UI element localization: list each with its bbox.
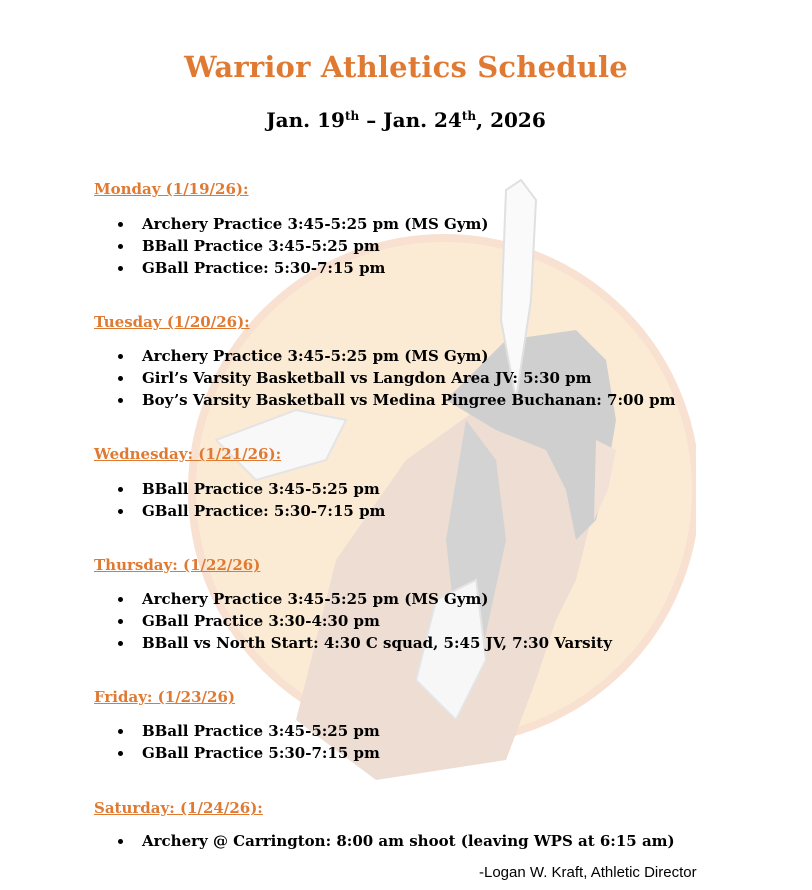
bullet-icon	[118, 487, 123, 492]
date-end: – Jan. 24	[359, 108, 462, 132]
date-start-suffix: th	[344, 109, 360, 123]
events-tuesday	[94, 345, 675, 411]
event-text: BBall Practice 3:45-5:25 pm	[142, 722, 380, 740]
bullet-icon	[118, 244, 123, 249]
day-heading-monday: Monday (1/19/26):	[94, 180, 249, 198]
bullet-icon	[118, 398, 123, 403]
list-item	[94, 742, 380, 764]
event-text: GBall Practice: 5:30-7:15 pm	[142, 259, 386, 277]
events-wednesday	[94, 478, 385, 522]
list-item	[94, 610, 612, 632]
event-text: BBall Practice 3:45-5:25 pm	[142, 480, 380, 498]
event-text: GBall Practice 5:30-7:15 pm	[142, 744, 380, 762]
list-item	[94, 257, 489, 279]
list-item	[94, 345, 675, 367]
list-item	[94, 213, 489, 235]
day-heading-saturday: Saturday: (1/24/26):	[94, 799, 263, 817]
bullet-icon	[118, 751, 123, 756]
day-heading-friday: Friday: (1/23/26)	[94, 688, 236, 706]
event-text: BBall vs North Start: 4:30 C squad, 5:45 JV, 7:30 Varsity	[142, 634, 612, 652]
signature: -Logan W. Kraft, Athletic Director	[479, 864, 697, 881]
bullet-icon	[118, 222, 123, 227]
day-heading-thursday: Thursday: (1/22/26)	[94, 556, 261, 574]
list-item	[94, 830, 675, 852]
date-year: , 2026	[476, 108, 546, 132]
bullet-icon	[118, 839, 123, 844]
events-saturday	[94, 830, 675, 852]
events-thursday	[94, 588, 612, 654]
date-range	[0, 108, 812, 132]
event-text: Archery @ Carrington: 8:00 am shoot (leaving WPS at 6:15 am)	[142, 832, 675, 850]
list-item	[94, 720, 380, 742]
event-text: GBall Practice 3:30-4:30 pm	[142, 612, 380, 630]
day-heading-tuesday: Tuesday (1/20/26):	[94, 313, 250, 331]
event-text: Archery Practice 3:45-5:25 pm (MS Gym)	[142, 215, 489, 233]
bullet-icon	[118, 729, 123, 734]
event-text: Archery Practice 3:45-5:25 pm (MS Gym)	[142, 590, 489, 608]
list-item	[94, 588, 612, 610]
list-item	[94, 632, 612, 654]
list-item	[94, 389, 675, 411]
bullet-icon	[118, 509, 123, 514]
event-text: Boy’s Varsity Basketball vs Medina Pingree Buchanan: 7:00 pm	[142, 391, 676, 409]
event-text: BBall Practice 3:45-5:25 pm	[142, 237, 380, 255]
bullet-icon	[118, 619, 123, 624]
list-item	[94, 235, 489, 257]
event-text: GBall Practice: 5:30-7:15 pm	[142, 502, 386, 520]
events-monday	[94, 213, 489, 279]
event-text: Archery Practice 3:45-5:25 pm (MS Gym)	[142, 347, 489, 365]
list-item	[94, 478, 385, 500]
bullet-icon	[118, 597, 123, 602]
page-title: Warrior Athletics Schedule	[184, 50, 628, 84]
bullet-icon	[118, 266, 123, 271]
bullet-icon	[118, 641, 123, 646]
bullet-icon	[118, 354, 123, 359]
day-heading-wednesday: Wednesday: (1/21/26):	[94, 445, 282, 463]
event-text: Girl’s Varsity Basketball vs Langdon Area JV: 5:30 pm	[142, 369, 592, 387]
list-item	[94, 500, 385, 522]
list-item	[94, 367, 675, 389]
bullet-icon	[118, 376, 123, 381]
date-end-suffix: th	[461, 109, 477, 123]
events-friday	[94, 720, 380, 764]
date-start: Jan. 19	[266, 108, 345, 132]
